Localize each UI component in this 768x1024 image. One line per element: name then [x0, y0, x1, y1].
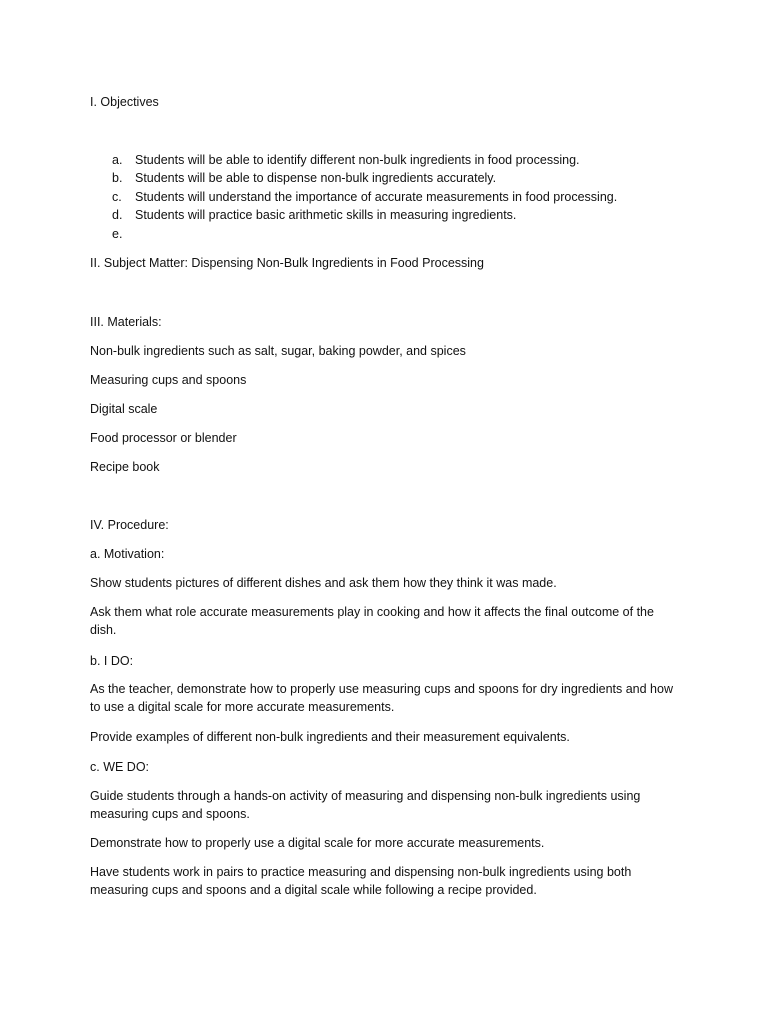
objective-item — [112, 169, 672, 187]
we-do-heading: c. WE DO: — [90, 760, 150, 774]
motivation-paragraph: Show students pictures of different dishes and ask them how they think it was made. — [90, 576, 557, 590]
material-item: Measuring cups and spoons — [90, 373, 247, 387]
motivation-paragraph: Ask them what role accurate measurements play in cooking and how it affects the final outcome of the dish. — [90, 605, 654, 637]
materials-heading: III. Materials: — [90, 315, 162, 329]
subject-matter: II. Subject Matter: Dispensing Non-Bulk Ingredients in Food Processing — [90, 256, 484, 270]
procedure-heading: IV. Procedure: — [90, 518, 169, 532]
objective-text: Students will practice basic arithmetic skills in measuring ingredients. — [135, 208, 517, 222]
objective-letter: d. — [112, 208, 123, 222]
objective-text: Students will understand the importance of accurate measurements in food processing. — [135, 190, 618, 204]
material-item: Food processor or blender — [90, 431, 237, 445]
i-do-paragraph: As the teacher, demonstrate how to properly use measuring cups and spoons for dry ingredients and how to use a digital scale for more accurate measurements. — [90, 682, 673, 714]
objective-letter: a. — [112, 153, 123, 167]
material-item: Recipe book — [90, 460, 160, 474]
i-do-heading: b. I DO: — [90, 654, 134, 668]
objective-letter: c. — [112, 190, 122, 204]
we-do-paragraph: Guide students through a hands-on activity of measuring and dispensing non-bulk ingredients using measuring cups and spoons. — [90, 789, 641, 821]
we-do-paragraph: Demonstrate how to properly use a digital scale for more accurate measurements. — [90, 836, 545, 850]
we-do-paragraph: Have students work in pairs to practice measuring and dispensing non-bulk ingredients using both measuring cups and spoons and a digital scale while following a recipe provided. — [90, 865, 632, 897]
objective-text: Students will be able to identify different non-bulk ingredients in food processing. — [135, 153, 580, 167]
motivation-heading: a. Motivation: — [90, 547, 165, 561]
objective-item — [112, 206, 672, 224]
objective-text: Students will be able to dispense non-bulk ingredients accurately. — [135, 171, 497, 185]
material-item: Digital scale — [90, 402, 158, 416]
objective-item — [112, 188, 672, 206]
i-do-paragraph: Provide examples of different non-bulk ingredients and their measurement equivalents. — [90, 730, 570, 744]
objective-item — [112, 225, 672, 243]
objective-item — [112, 151, 672, 169]
material-item: Non-bulk ingredients such as salt, sugar, baking powder, and spices — [90, 344, 466, 358]
objectives-heading: I. Objectives — [90, 95, 159, 109]
objective-letter: b. — [112, 171, 123, 185]
objective-letter: e. — [112, 227, 123, 241]
